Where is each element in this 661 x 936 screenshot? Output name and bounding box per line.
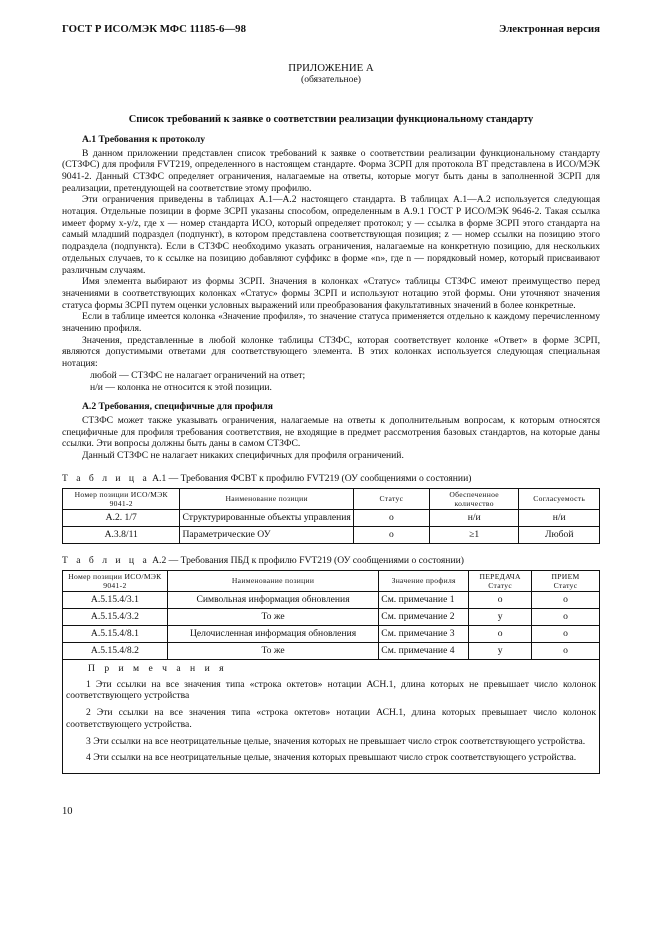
cell: у — [469, 643, 532, 660]
paragraph: Значения, представленные в любой колонке таблицы СТЗФС, которая соответствует колонке «Ответ» в форме ЗСРП, являются допустимыми ответами для соответствующего элемента. В этих колонках используется следующая специальная нотация: — [62, 334, 600, 370]
cell: Целочисленная информация обновления — [167, 626, 378, 643]
table2-notes — [62, 660, 600, 774]
col-header-quantity: Обеспеченное количество — [429, 488, 519, 509]
paragraph: Эти ограничения приведены в таблицах А.1—А.2 настоящего стандарта. В таблицах А.1—А.2 используется следующая нотация. Отдельные позиции в форме ЗСРП указаны способом, определенным в А.9.1 ГОСТ Р ИСО/МЭК 9646-2. Такая ссылка имеет форму x-y/z, где x — номер стандарта ИСО, который определяет протокол; y — ссылка в форме ЗСРП этого стандарта на самый младший подраздел (подпункт), в котором представлена соответствующая позиция; z — номер ссылки на позицию этого подраздела (подпункта). Если в СТЗФС необходимо указать ограничения, налагаемые на конкретную позицию, для нескольких отдельных случаев, то к ссылке на позицию добавляют суффикс в форме «n», где n — порядковый номер, который присваивают различным случаям. — [62, 194, 600, 276]
paragraph: СТЗФС может также указывать ограничения, налагаемые на ответы к дополнительным вопросам, к которым относятся специфичные для профиля требования соответствия, не входящие в предмет рассмотрения базовых стандартов, на которые даны ссылки. Эти вопросы должны быть даны в самом СТЗФС. — [62, 414, 600, 450]
cell: См. примечание 1 — [379, 592, 469, 609]
document-page — [62, 24, 600, 774]
section-a1-heading: А.1 Требования к протоколу — [82, 133, 206, 145]
cell: То же — [167, 609, 378, 626]
cell: Любой — [519, 526, 600, 543]
col-header-receive — [532, 570, 600, 591]
table1-caption-text: А.1 — Требования ФСВТ к профилю FVT219 (ОУ сообщениями о состоянии) — [152, 472, 472, 484]
cell: o — [532, 592, 600, 609]
cell: н/и — [429, 509, 519, 526]
section-a2-heading: А.2 Требования, специфичные для профиля — [82, 401, 273, 413]
cell: А.3.8/11 — [63, 526, 180, 543]
col-header-value: Значение профиля — [379, 570, 469, 591]
cell: См. примечание 4 — [379, 643, 469, 660]
table-row — [63, 526, 600, 543]
header-version: Электронная версия — [499, 23, 600, 35]
cell: См. примечание 2 — [379, 609, 469, 626]
cell: o — [353, 509, 429, 526]
cell: o — [353, 526, 429, 543]
col-header-name: Наименование позиции — [167, 570, 378, 591]
cell: Структурированные объекты управления — [180, 509, 353, 526]
col-header-name: Наименование позиции — [180, 488, 353, 509]
paragraph: Имя элемента выбирают из формы ЗСРП. Значения в колонках «Статус» таблицы СТЗФС имеют преимущество перед значениями в соответствующих колонках «Статус» формы ЗСРП и используют нотацию этой формы. Они уточняют значения статуса формы ЗСРП путем оценки условных выражений или преобразования факультативных значений в более конкретные. — [62, 276, 600, 311]
cell: Символьная информация обновления — [167, 592, 378, 609]
table-row — [63, 592, 600, 609]
table2-caption-word: Т а б л и ц а — [62, 554, 150, 566]
table2 — [62, 570, 600, 660]
running-header — [62, 24, 600, 36]
col-header-status: Статус — [353, 488, 429, 509]
col-header-consistency: Согласуемость — [519, 488, 600, 509]
document-title: Список требований к заявке о соответствии реализации функциональному стандарту — [128, 114, 534, 126]
table-header-row — [63, 570, 600, 591]
cell: См. примечание 3 — [379, 626, 469, 643]
appendix-title: ПРИЛОЖЕНИЕ А — [288, 61, 374, 74]
cell: А.2. 1/7 — [63, 509, 180, 526]
col-header-number: Номер позиции ИСО/МЭК 9041-2 — [63, 570, 168, 591]
cell: А.5.15.4/3.2 — [63, 609, 168, 626]
page-number: 10 — [62, 806, 73, 817]
cell: ≥1 — [429, 526, 519, 543]
cell: Параметрические ОУ — [180, 526, 353, 543]
table-header-row — [63, 488, 600, 509]
appendix-subtitle: (обязательное) — [301, 74, 361, 86]
note-item: 3 Эти ссылки на все неотрицательные целые, значения которых не превышает число строк соответствующего устройства. — [86, 735, 586, 747]
transmit-label: ПЕРЕДАЧА — [479, 571, 521, 581]
cell: o — [469, 626, 532, 643]
cell: То же — [167, 643, 378, 660]
header-standard: ГОСТ Р ИСО/МЭК МФС 11185-6—98 — [62, 23, 246, 35]
notation-item: любой — СТЗФС не налагает ограничений на ответ; — [90, 369, 306, 381]
table2-caption-text: А.2 — Требования ПБД к профилю FVT219 (ОУ сообщениями о состоянии) — [152, 554, 464, 566]
table1 — [62, 488, 600, 544]
cell: А.5.15.4/3.1 — [63, 592, 168, 609]
cell: o — [532, 609, 600, 626]
col-header-transmit — [469, 570, 532, 591]
table-row — [63, 509, 600, 526]
table2-caption — [62, 555, 600, 567]
table-row — [63, 626, 600, 643]
table1-caption — [62, 473, 600, 485]
table-row — [63, 643, 600, 660]
note-item: 2 Эти ссылки на все значения типа «строка октетов» нотации АСН.1, длина которых превышает число колонок соответствующего устройства. — [66, 707, 596, 730]
col-header-number: Номер позиции ИСО/МЭК 9041-2 — [63, 488, 180, 509]
cell: у — [469, 609, 532, 626]
table-row — [63, 609, 600, 626]
note-item: 1 Эти ссылки на все значения типа «строка октетов» нотации АСН.1, длина которых не превышает число колонок соответствующего устройства — [66, 678, 596, 702]
paragraph: В данном приложении представлен список требований к заявке о соответствии реализации функциональному стандарту (СТЗФС) для профиля FVT219, определенного в настоящем стандарте. Форма ЗСРП для протокола ВТ представлена в ИСО/МЭК 9041-2. Данный СТЗФС определяет ограничения, налагаемые на ответы, которые могут быть даны в заполненной ЗСРП для реализации, претендующей на соответствие этому профилю. — [62, 147, 600, 194]
notes-heading: П р и м е ч а н и я — [88, 663, 228, 675]
transmit-status: Статус — [488, 580, 512, 590]
paragraph: Если в таблице имеется колонка «Значение профиля», то значение статуса применяется отдельно к каждому перечисленному значению профиля. — [62, 311, 600, 335]
table1-caption-word: Т а б л и ц а — [62, 472, 150, 484]
receive-status: Статус — [553, 580, 578, 590]
cell: А.5.15.4/8.2 — [63, 643, 168, 660]
note-item: 4 Эти ссылки на все неотрицательные целые, значения которых превышают число строк соответствующего устройства. — [86, 752, 577, 764]
cell: н/и — [519, 509, 600, 526]
cell: o — [469, 592, 532, 609]
cell: А.5.15.4/8.1 — [63, 626, 168, 643]
cell: o — [532, 626, 600, 643]
receive-label: ПРИЕМ — [551, 571, 580, 581]
paragraph: Данный СТЗФС не налагает никаких специфичных для профиля ограничений. — [82, 450, 404, 462]
cell: o — [532, 643, 600, 660]
notation-item: н/и — колонка не относится к этой позиции. — [90, 381, 272, 393]
